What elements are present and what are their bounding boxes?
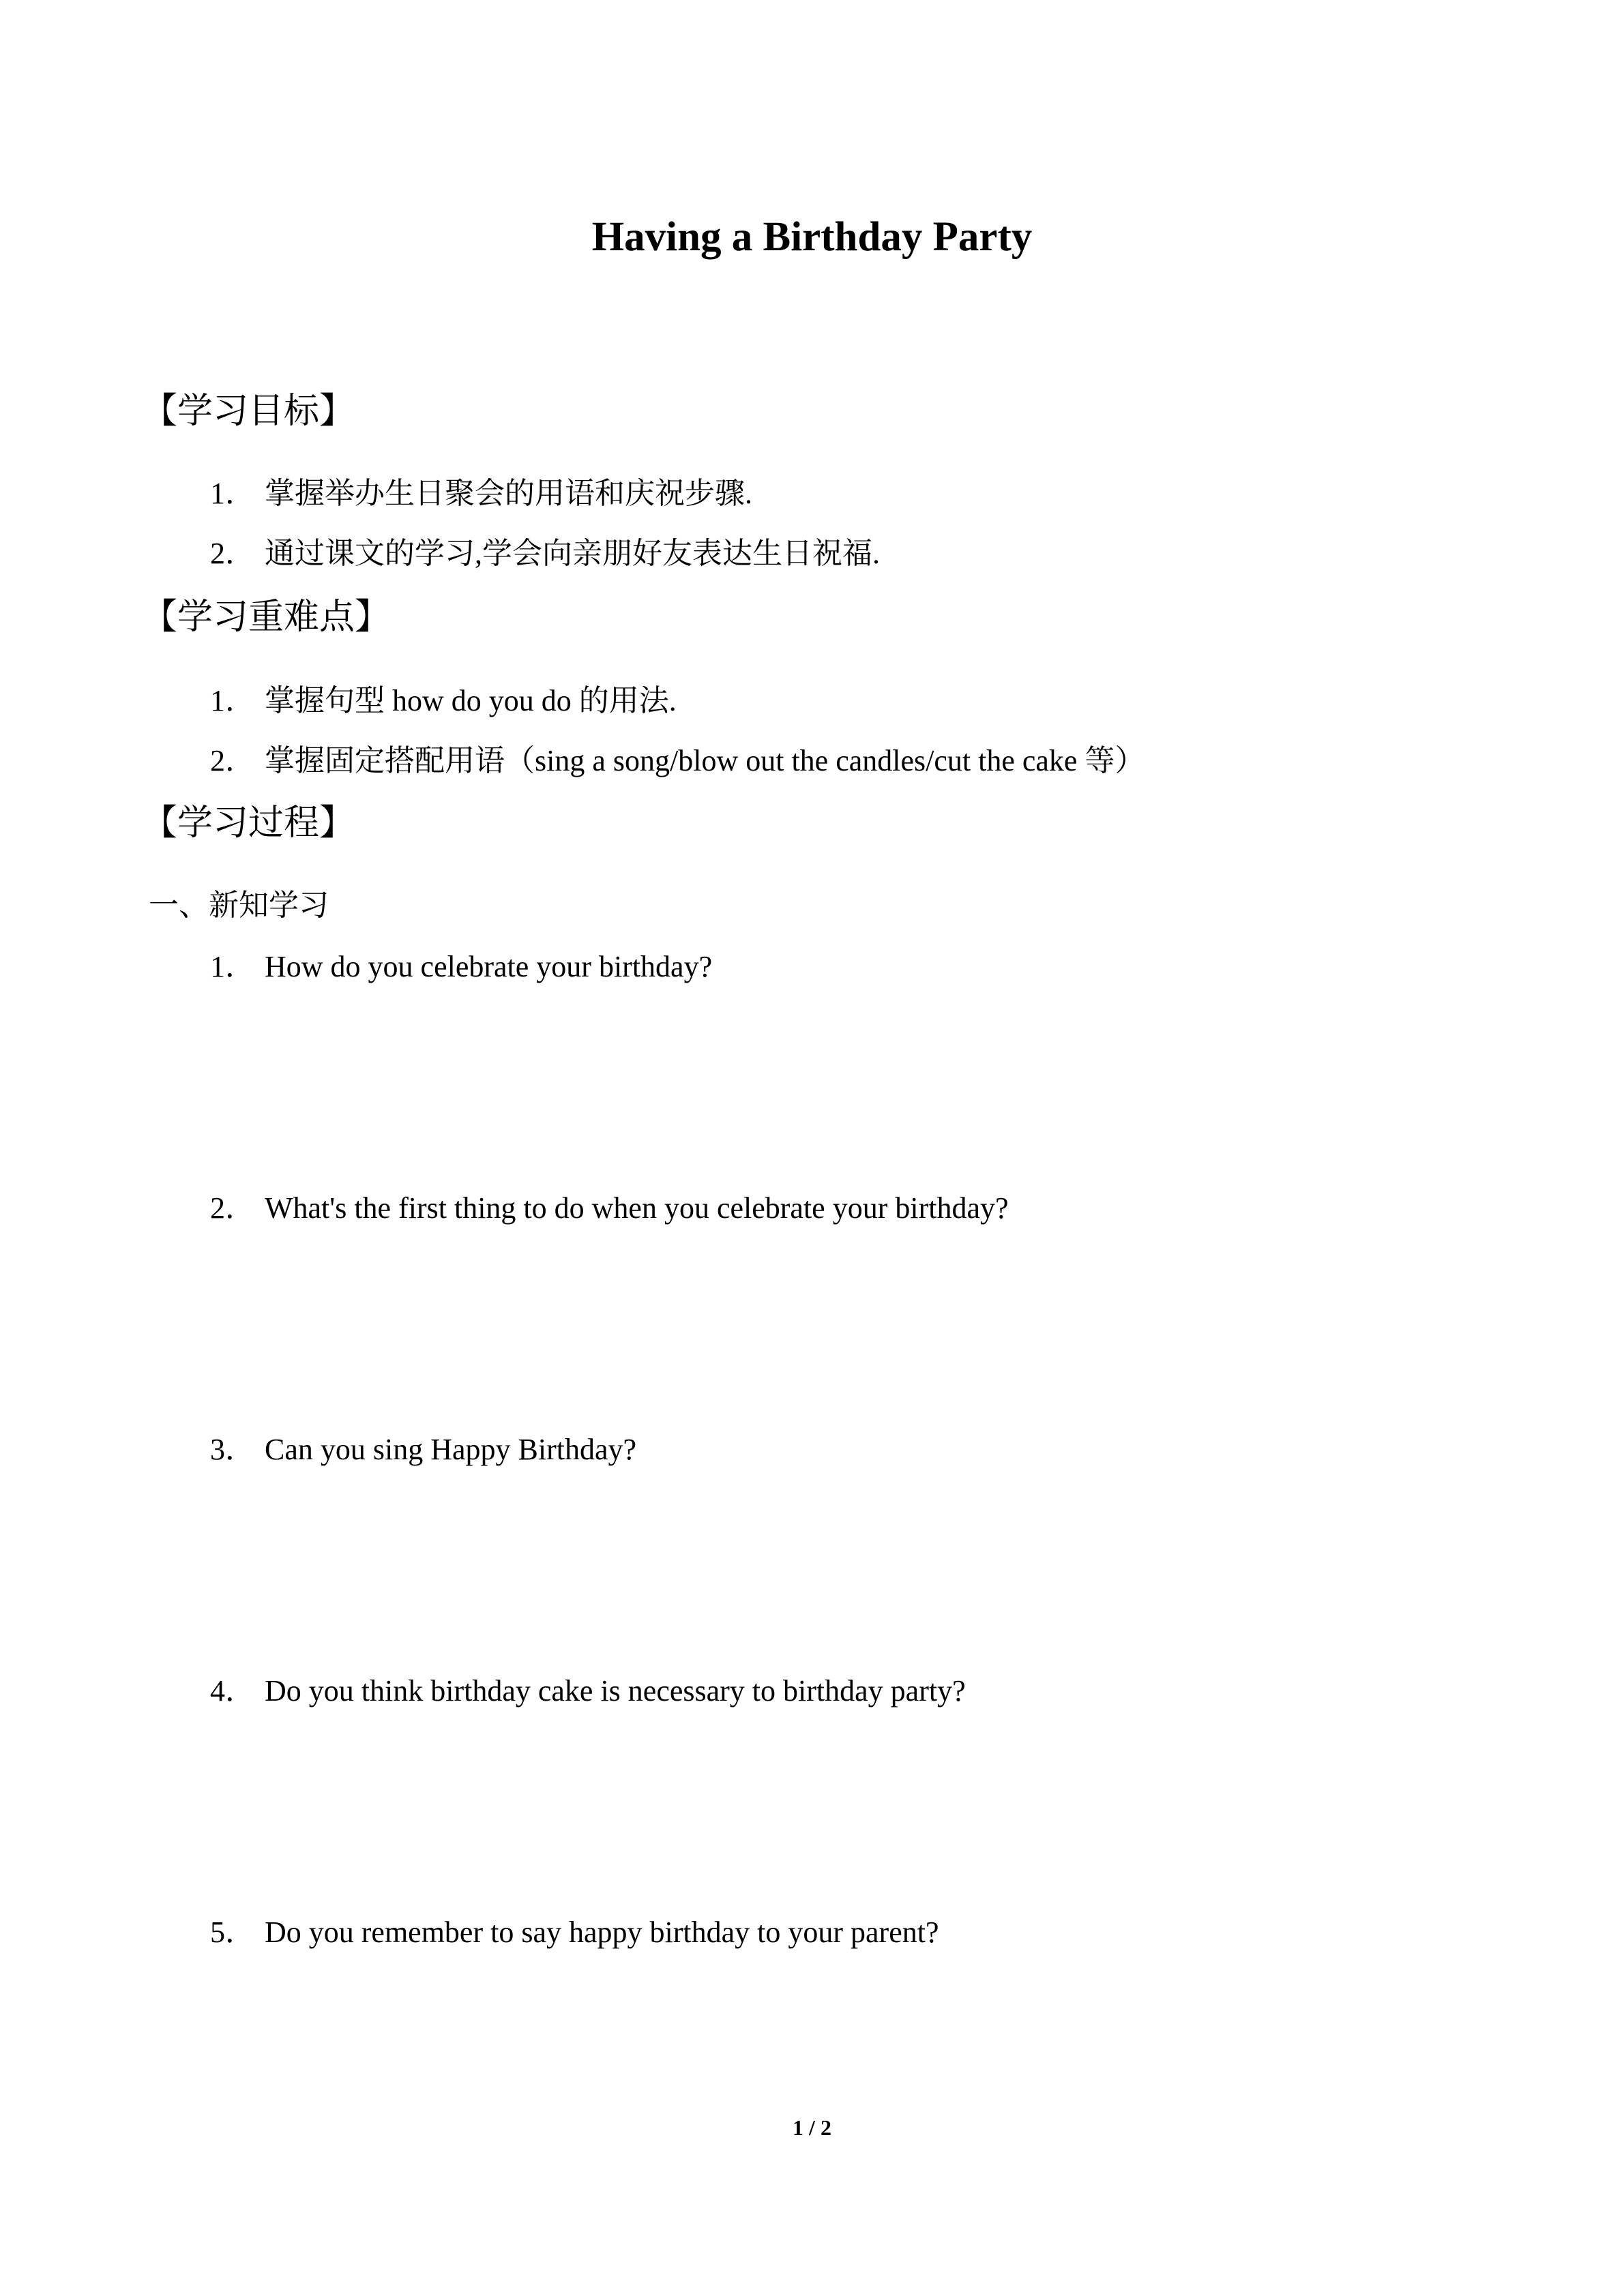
question-number: 3．: [210, 1433, 255, 1466]
question-4: [210, 1671, 966, 1712]
question-number: 1．: [210, 950, 255, 983]
question-1: [210, 946, 712, 987]
question-2: [210, 1188, 1009, 1229]
key-point-text: 掌握固定搭配用语（sing a song/blow out the candles/cut the cake 等）: [265, 744, 1145, 777]
section-heading-objectives: 【学习目标】: [142, 391, 355, 432]
key-point-number: 1．: [210, 684, 255, 717]
question-text: Do you think birthday cake is necessary to birthday party?: [265, 1674, 966, 1708]
key-point-item-2: [210, 741, 1145, 781]
question-number: 2．: [210, 1191, 255, 1225]
objective-number: 1．: [210, 477, 255, 510]
question-text: Can you sing Happy Birthday?: [265, 1433, 637, 1466]
question-text: How do you celebrate your birthday?: [265, 950, 713, 983]
question-5: [210, 1912, 939, 1953]
key-point-text: 掌握句型 how do you do 的用法.: [265, 684, 677, 717]
objective-text: 通过课文的学习,学会向亲朋好友表达生日祝福.: [265, 537, 880, 570]
section-heading-process: 【学习过程】: [142, 803, 355, 844]
question-text: What's the first thing to do when you celebrate your birthday?: [265, 1191, 1009, 1225]
question-3: [210, 1429, 636, 1470]
document-title: Having a Birthday Party: [591, 214, 1033, 260]
page-number: 1 / 2: [793, 2115, 831, 2140]
objective-number: 2．: [210, 537, 255, 570]
key-point-item-1: [210, 681, 677, 721]
objective-text: 掌握举办生日聚会的用语和庆祝步骤.: [265, 477, 752, 510]
part-one-heading: 一、新知学习: [149, 889, 329, 922]
section-heading-key-points: 【学习重难点】: [142, 597, 391, 638]
key-point-number: 2．: [210, 744, 255, 777]
question-number: 4．: [210, 1674, 255, 1708]
question-number: 5．: [210, 1915, 255, 1949]
objective-item-2: [210, 533, 880, 574]
objective-item-1: [210, 473, 752, 514]
question-text: Do you remember to say happy birthday to your parent?: [265, 1915, 939, 1949]
